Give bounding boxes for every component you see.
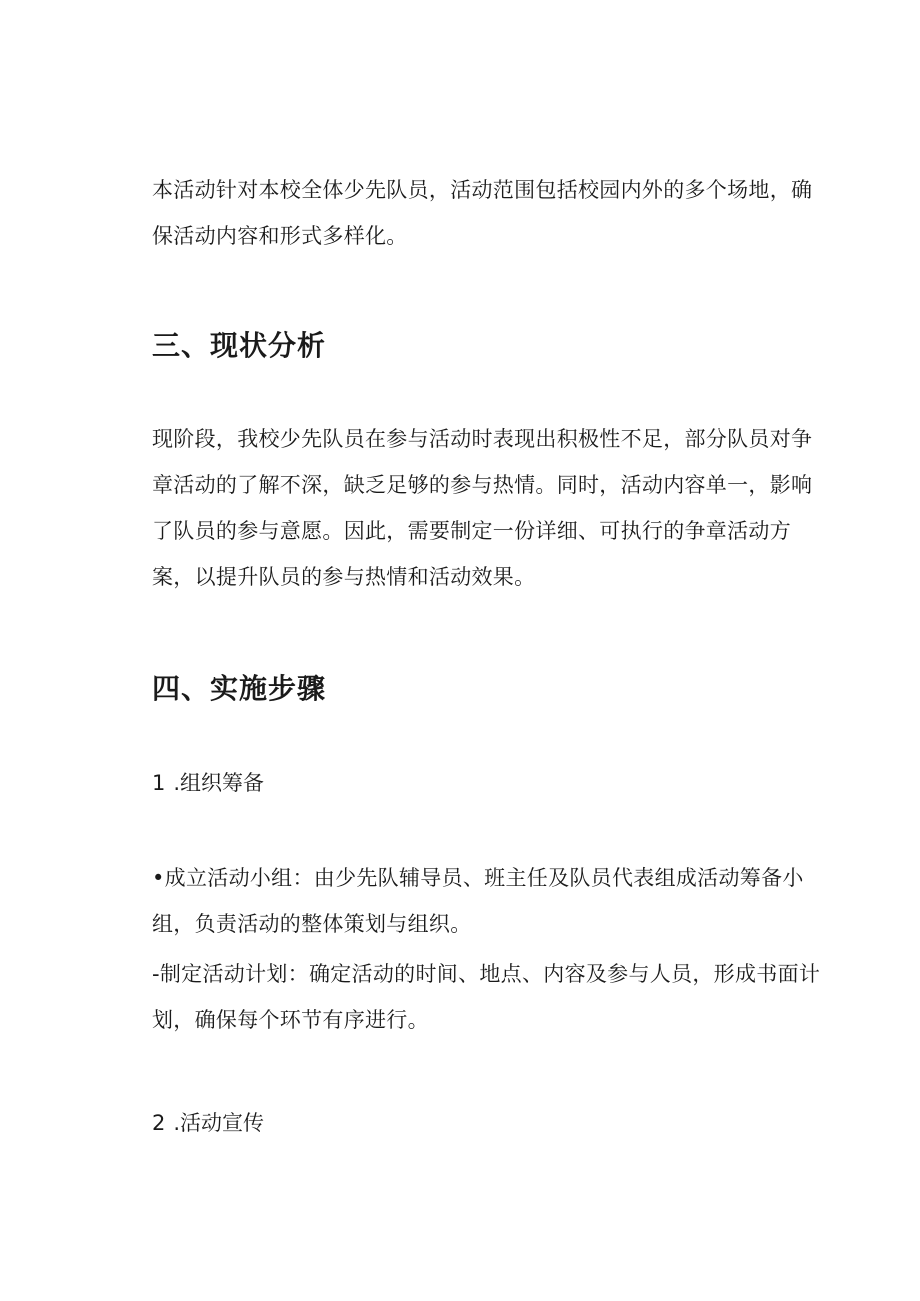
step-1-title: .组织筹备 [173,771,265,795]
step-1-title-line [152,768,264,798]
section-3-heading: 三、现状分析 [152,329,327,362]
step-2-title-line [152,1108,264,1138]
step-1-bullet-1: •成立活动小组：由少先队辅导员、班主任及队员代表组成活动筹备小组，负责活动的整体策划与组织。 [152,866,804,936]
step-1-number: 1 [152,771,166,795]
step-2-title: .活动宣传 [173,1111,265,1135]
section-3-paragraph: 现阶段，我校少先队员在参与活动时表现出积极性不足，部分队员对争章活动的了解不深，缺乏足够的参与热情。同时，活动内容单一，影响了队员的参与意愿。因此，需要制定一份详细、可执行的争章活动方案，以提升队员的参与热情和活动效果。 [152,427,813,589]
step-1-bullet-2: -制定活动计划：确定活动的时间、地点、内容及参与人员，形成书面计划，确保每个环节有序进行。 [152,962,821,1032]
intro-paragraph: 本活动针对本校全体少先队员，活动范围包括校园内外的多个场地，确保活动内容和形式多样化。 [152,178,813,248]
step-2-number: 2 [152,1111,166,1135]
section-4-heading: 四、实施步骤 [152,672,327,705]
